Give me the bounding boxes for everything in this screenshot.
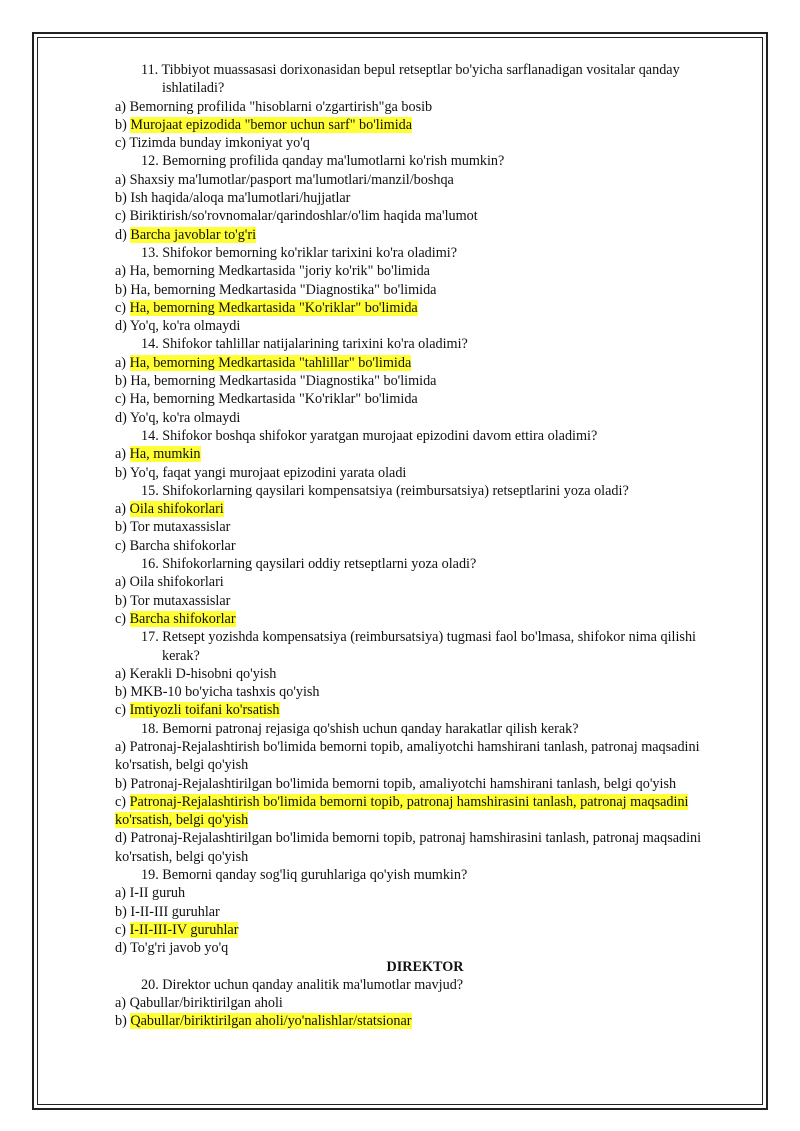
option-letter: c) xyxy=(115,135,127,152)
answer-option-correct xyxy=(115,610,735,628)
answer-option xyxy=(115,994,735,1012)
highlighted-answer-text: Barcha shifokorlar xyxy=(129,610,236,627)
option-letter: c) xyxy=(115,537,127,554)
question-text: 14. Shifokor tahlillar natijalarining tarixini ko'ra oladimi? xyxy=(141,336,468,353)
option-text: Yo'q, faqat yangi murojaat epizodini yarata oladi xyxy=(129,464,407,481)
highlighted-answer-text: Oila shifokorlari xyxy=(129,501,224,518)
option-letter: b) xyxy=(115,592,127,609)
answer-option xyxy=(115,884,735,902)
answer-option-correct xyxy=(115,921,735,939)
option-letter: a) xyxy=(115,263,127,280)
answer-option-correct xyxy=(115,354,735,372)
question-text: 17. Retsept yozishda kompensatsiya (reimbursatsiya) tugmasi faol bo'lmasa, shifokor nima qilishi kerak? xyxy=(141,629,696,664)
answer-option xyxy=(115,171,735,189)
answer-option-correct xyxy=(115,701,735,719)
option-letter: a) xyxy=(115,354,127,371)
section-heading: DIREKTOR xyxy=(386,958,464,975)
option-text: Qabullar/biriktirilgan aholi xyxy=(129,995,283,1012)
option-letter: a) xyxy=(115,665,127,682)
option-letter: b) xyxy=(115,373,127,390)
option-letter: c) xyxy=(115,793,127,810)
highlighted-answer-text: Murojaat epizodida "bemor uchun sarf" bo'limida xyxy=(130,116,413,133)
answer-option xyxy=(115,665,735,683)
option-text: Yo'q, ko'ra olmaydi xyxy=(129,318,241,335)
option-text: I-II-III guruhlar xyxy=(130,903,220,920)
option-text: Patronaj-Rejalashtirish bo'limida bemorni topib, amaliyotchi hamshirani tanlash, patronaj maqsadini ko'rsatish, belgi qo'yish xyxy=(115,738,700,774)
question-text: 11. Tibbiyot muassasasi dorixonasidan bepul retseptlar bo'yicha sarflanadigan vositalar qanday ishlatiladi? xyxy=(141,62,680,97)
highlighted-answer-text: Patronaj-Rejalashtirish bo'limida bemorni topib, patronaj hamshirasini tanlash, patronaj maqsadini ko'rsatish, belgi qo'yish xyxy=(115,793,689,829)
option-letter: c) xyxy=(115,208,127,225)
option-letter: b) xyxy=(115,519,127,536)
option-letter: b) xyxy=(115,775,127,792)
highlighted-answer-text: Ha, mumkin xyxy=(129,446,201,463)
answer-option xyxy=(115,683,735,701)
answer-option xyxy=(115,390,735,408)
option-letter: b) xyxy=(115,464,127,481)
answer-option xyxy=(115,573,735,591)
option-letter: a) xyxy=(115,738,127,755)
question-text: 18. Bemorni patronaj rejasiga qo'shish uchun qanday harakatlar qilish kerak? xyxy=(141,720,579,737)
option-text: MKB-10 bo'yicha tashxis qo'yish xyxy=(130,684,320,701)
question-text: 19. Bemorni qanday sog'liq guruhlariga qo'yish mumkin? xyxy=(141,867,468,884)
option-text: Bemorning profilida "hisoblarni o'zgartirish"ga bosib xyxy=(129,98,433,115)
option-text: Ish haqida/aloqa ma'lumotlari/hujjatlar xyxy=(130,190,351,207)
option-letter: a) xyxy=(115,501,127,518)
answer-option-correct xyxy=(115,793,735,830)
option-letter: b) xyxy=(115,1013,127,1030)
option-text: Shaxsiy ma'lumotlar/pasport ma'lumotlari/manzil/boshqa xyxy=(129,171,454,188)
answer-option-correct xyxy=(115,299,735,317)
option-letter: a) xyxy=(115,446,127,463)
option-letter: a) xyxy=(115,98,127,115)
option-text: Yo'q, ko'ra olmaydi xyxy=(129,409,241,426)
question-text: 13. Shifokor bemorning ko'riklar tarixini ko'ra oladimi? xyxy=(141,244,457,261)
answer-option xyxy=(115,775,735,793)
question-text: 15. Shifokorlarning qaysilari kompensatsiya (reimbursatsiya) retseptlarini yoza oladi? xyxy=(141,482,629,499)
highlighted-answer-text: Qabullar/biriktirilgan aholi/yo'nalishlar/statsionar xyxy=(130,1013,412,1030)
question-text: 16. Shifokorlarning qaysilari oddiy retseptlarni yoza oladi? xyxy=(141,556,477,573)
option-text: Oila shifokorlari xyxy=(129,574,224,591)
option-text: I-II guruh xyxy=(129,885,186,902)
option-letter: a) xyxy=(115,574,127,591)
option-letter: b) xyxy=(115,190,127,207)
answer-option xyxy=(115,939,735,957)
answer-option xyxy=(115,317,735,335)
answer-option xyxy=(115,464,735,482)
answer-option-correct xyxy=(115,1012,735,1030)
option-text: Tizimda bunday imkoniyat yo'q xyxy=(129,135,310,152)
answer-option xyxy=(115,903,735,921)
option-letter: d) xyxy=(115,940,127,957)
answer-option xyxy=(115,409,735,427)
option-letter: b) xyxy=(115,281,127,298)
highlighted-answer-text: Barcha javoblar to'g'ri xyxy=(130,226,257,243)
option-letter: c) xyxy=(115,391,127,408)
option-text: To'g'ri javob yo'q xyxy=(130,940,229,957)
answer-option xyxy=(115,134,735,152)
answer-option-correct xyxy=(115,445,735,463)
option-letter: a) xyxy=(115,171,127,188)
answer-option xyxy=(115,98,735,116)
option-text: Ha, bemorning Medkartasida "Ko'riklar" bo'limida xyxy=(129,391,418,408)
option-letter: b) xyxy=(115,684,127,701)
answer-option xyxy=(115,281,735,299)
option-text: Kerakli D-hisobni qo'yish xyxy=(129,665,277,682)
option-letter: c) xyxy=(115,921,127,938)
answer-option-correct xyxy=(115,500,735,518)
answer-option xyxy=(115,372,735,390)
option-text: Tor mutaxassislar xyxy=(130,592,231,609)
option-letter: b) xyxy=(115,116,127,133)
highlighted-answer-text: Imtiyozli toifani ko'rsatish xyxy=(129,702,280,719)
option-letter: d) xyxy=(115,409,127,426)
option-text: Patronaj-Rejalashtirilgan bo'limida bemorni topib, amaliyotchi hamshirani tanlash, belgi qo'yish xyxy=(130,775,677,792)
question-text: 14. Shifokor boshqa shifokor yaratgan murojaat epizodini davom ettira oladimi? xyxy=(141,427,598,444)
answer-option xyxy=(115,829,735,866)
answer-option xyxy=(115,592,735,610)
answer-option xyxy=(115,518,735,536)
answer-option xyxy=(115,189,735,207)
question-text: 12. Bemorning profilida qanday ma'lumotlarni ko'rish mumkin? xyxy=(141,153,505,170)
document-body xyxy=(115,61,735,1031)
option-text: Ha, bemorning Medkartasida "Diagnostika" bo'limida xyxy=(130,281,437,298)
option-letter: d) xyxy=(115,226,127,243)
option-letter: a) xyxy=(115,995,127,1012)
answer-option-correct xyxy=(115,226,735,244)
answer-option xyxy=(115,738,735,775)
option-letter: d) xyxy=(115,830,127,847)
option-text: Ha, bemorning Medkartasida "joriy ko'rik" bo'limida xyxy=(129,263,430,280)
answer-option-correct xyxy=(115,116,735,134)
answer-option xyxy=(115,537,735,555)
option-letter: b) xyxy=(115,903,127,920)
highlighted-answer-text: I-II-III-IV guruhlar xyxy=(129,921,239,938)
answer-option xyxy=(115,207,735,225)
option-letter: d) xyxy=(115,318,127,335)
option-text: Ha, bemorning Medkartasida "Diagnostika" bo'limida xyxy=(130,373,437,390)
option-text: Patronaj-Rejalashtirilgan bo'limida bemorni topib, patronaj hamshirasini tanlash, patronaj maqsadini ko'rsatish, belgi qo'yish xyxy=(115,830,702,865)
highlighted-answer-text: Ha, bemorning Medkartasida "Ko'riklar" bo'limida xyxy=(129,299,418,316)
question-text: 20. Direktor uchun qanday analitik ma'lumotlar mavjud? xyxy=(141,976,464,993)
option-letter: c) xyxy=(115,610,127,627)
option-text: Barcha shifokorlar xyxy=(129,537,236,554)
option-letter: c) xyxy=(115,299,127,316)
option-letter: c) xyxy=(115,702,127,719)
option-text: Biriktirish/so'rovnomalar/qarindoshlar/o'lim haqida ma'lumot xyxy=(129,208,478,225)
option-text: Tor mutaxassislar xyxy=(130,519,231,536)
option-letter: a) xyxy=(115,885,127,902)
highlighted-answer-text: Ha, bemorning Medkartasida "tahlillar" bo'limida xyxy=(129,354,412,371)
answer-option xyxy=(115,262,735,280)
